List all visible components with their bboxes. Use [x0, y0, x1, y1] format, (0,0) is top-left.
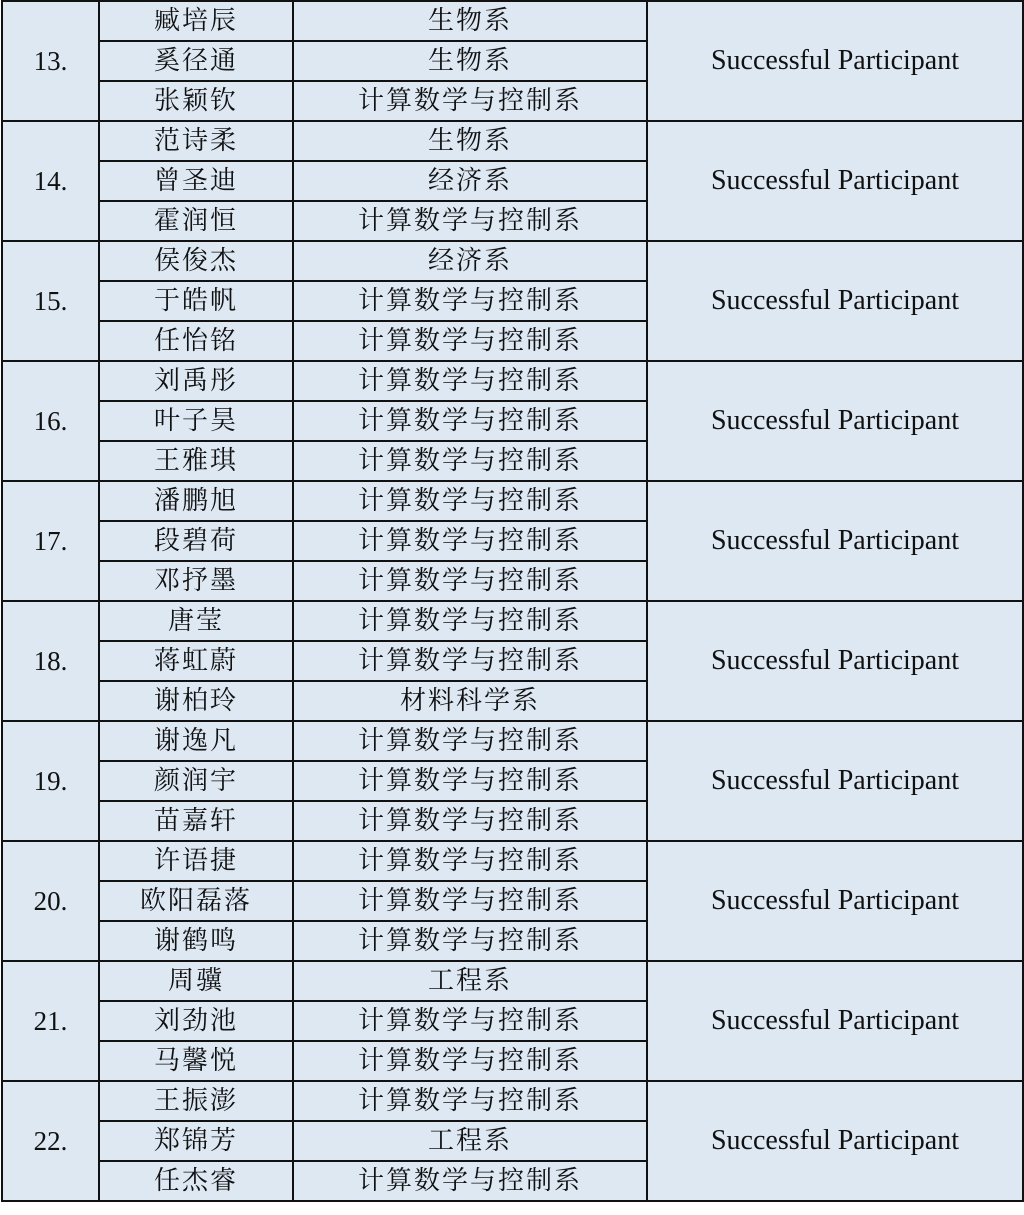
member-name: 刘劲池 — [99, 1001, 293, 1041]
member-department: 计算数学与控制系 — [293, 81, 647, 121]
member-name: 王振澎 — [99, 1081, 293, 1121]
member-name: 曾圣迪 — [99, 161, 293, 201]
member-department: 计算数学与控制系 — [293, 481, 647, 521]
member-department: 生物系 — [293, 41, 647, 81]
member-name: 谢柏玲 — [99, 681, 293, 721]
member-department: 计算数学与控制系 — [293, 1041, 647, 1081]
table-row — [2, 1, 1023, 41]
member-name: 霍润恒 — [99, 201, 293, 241]
member-name: 范诗柔 — [99, 121, 293, 161]
member-department: 计算数学与控制系 — [293, 561, 647, 601]
member-name: 于皓帆 — [99, 281, 293, 321]
member-department: 计算数学与控制系 — [293, 401, 647, 441]
member-department: 计算数学与控制系 — [293, 801, 647, 841]
member-department: 计算数学与控制系 — [293, 641, 647, 681]
member-department: 计算数学与控制系 — [293, 1081, 647, 1121]
table-row — [2, 1081, 1023, 1121]
member-name: 奚径通 — [99, 41, 293, 81]
member-name: 侯俊杰 — [99, 241, 293, 281]
member-department: 计算数学与控制系 — [293, 201, 647, 241]
team-number: 14. — [2, 121, 99, 241]
member-department: 计算数学与控制系 — [293, 441, 647, 481]
member-name: 叶子昊 — [99, 401, 293, 441]
member-name: 马馨悦 — [99, 1041, 293, 1081]
member-name: 郑锦芳 — [99, 1121, 293, 1161]
member-name: 许语捷 — [99, 841, 293, 881]
team-number: 16. — [2, 361, 99, 481]
member-department: 经济系 — [293, 241, 647, 281]
member-department: 计算数学与控制系 — [293, 321, 647, 361]
member-department: 计算数学与控制系 — [293, 521, 647, 561]
member-name: 王雅琪 — [99, 441, 293, 481]
award-result: Successful Participant — [647, 721, 1023, 841]
member-name: 潘鹏旭 — [99, 481, 293, 521]
team-number: 17. — [2, 481, 99, 601]
team-number: 21. — [2, 961, 99, 1081]
member-name: 唐莹 — [99, 601, 293, 641]
member-department: 生物系 — [293, 1, 647, 41]
award-result: Successful Participant — [647, 601, 1023, 721]
table-row — [2, 241, 1023, 281]
member-name: 欧阳磊落 — [99, 881, 293, 921]
member-department: 工程系 — [293, 1121, 647, 1161]
results-table — [1, 0, 1024, 1202]
table-row — [2, 361, 1023, 401]
team-number: 13. — [2, 1, 99, 121]
member-department: 计算数学与控制系 — [293, 921, 647, 961]
member-name: 谢鹤鸣 — [99, 921, 293, 961]
member-name: 周骥 — [99, 961, 293, 1001]
award-result: Successful Participant — [647, 361, 1023, 481]
member-department: 生物系 — [293, 121, 647, 161]
member-name: 蒋虹蔚 — [99, 641, 293, 681]
member-name: 臧培辰 — [99, 1, 293, 41]
results-table-body — [2, 1, 1023, 1201]
table-row — [2, 721, 1023, 761]
table-row — [2, 481, 1023, 521]
member-department: 计算数学与控制系 — [293, 841, 647, 881]
table-row — [2, 121, 1023, 161]
member-department: 计算数学与控制系 — [293, 601, 647, 641]
member-department: 计算数学与控制系 — [293, 1161, 647, 1201]
member-department: 材料科学系 — [293, 681, 647, 721]
member-department: 计算数学与控制系 — [293, 281, 647, 321]
award-result: Successful Participant — [647, 961, 1023, 1081]
award-result: Successful Participant — [647, 121, 1023, 241]
award-result: Successful Participant — [647, 481, 1023, 601]
member-name: 谢逸凡 — [99, 721, 293, 761]
team-number: 22. — [2, 1081, 99, 1201]
member-name: 任怡铭 — [99, 321, 293, 361]
member-department: 计算数学与控制系 — [293, 1001, 647, 1041]
team-number: 19. — [2, 721, 99, 841]
member-name: 段碧荷 — [99, 521, 293, 561]
member-name: 邓抒墨 — [99, 561, 293, 601]
team-number: 18. — [2, 601, 99, 721]
award-result: Successful Participant — [647, 1, 1023, 121]
award-result: Successful Participant — [647, 1081, 1023, 1201]
member-department: 工程系 — [293, 961, 647, 1001]
member-name: 苗嘉轩 — [99, 801, 293, 841]
member-department: 计算数学与控制系 — [293, 361, 647, 401]
table-row — [2, 601, 1023, 641]
table-row — [2, 841, 1023, 881]
member-department: 计算数学与控制系 — [293, 721, 647, 761]
member-name: 任杰睿 — [99, 1161, 293, 1201]
award-result: Successful Participant — [647, 241, 1023, 361]
team-number: 20. — [2, 841, 99, 961]
member-department: 计算数学与控制系 — [293, 881, 647, 921]
member-name: 颜润宇 — [99, 761, 293, 801]
team-number: 15. — [2, 241, 99, 361]
member-department: 经济系 — [293, 161, 647, 201]
member-name: 张颖钦 — [99, 81, 293, 121]
member-department: 计算数学与控制系 — [293, 761, 647, 801]
award-result: Successful Participant — [647, 841, 1023, 961]
member-name: 刘禹彤 — [99, 361, 293, 401]
table-row — [2, 961, 1023, 1001]
